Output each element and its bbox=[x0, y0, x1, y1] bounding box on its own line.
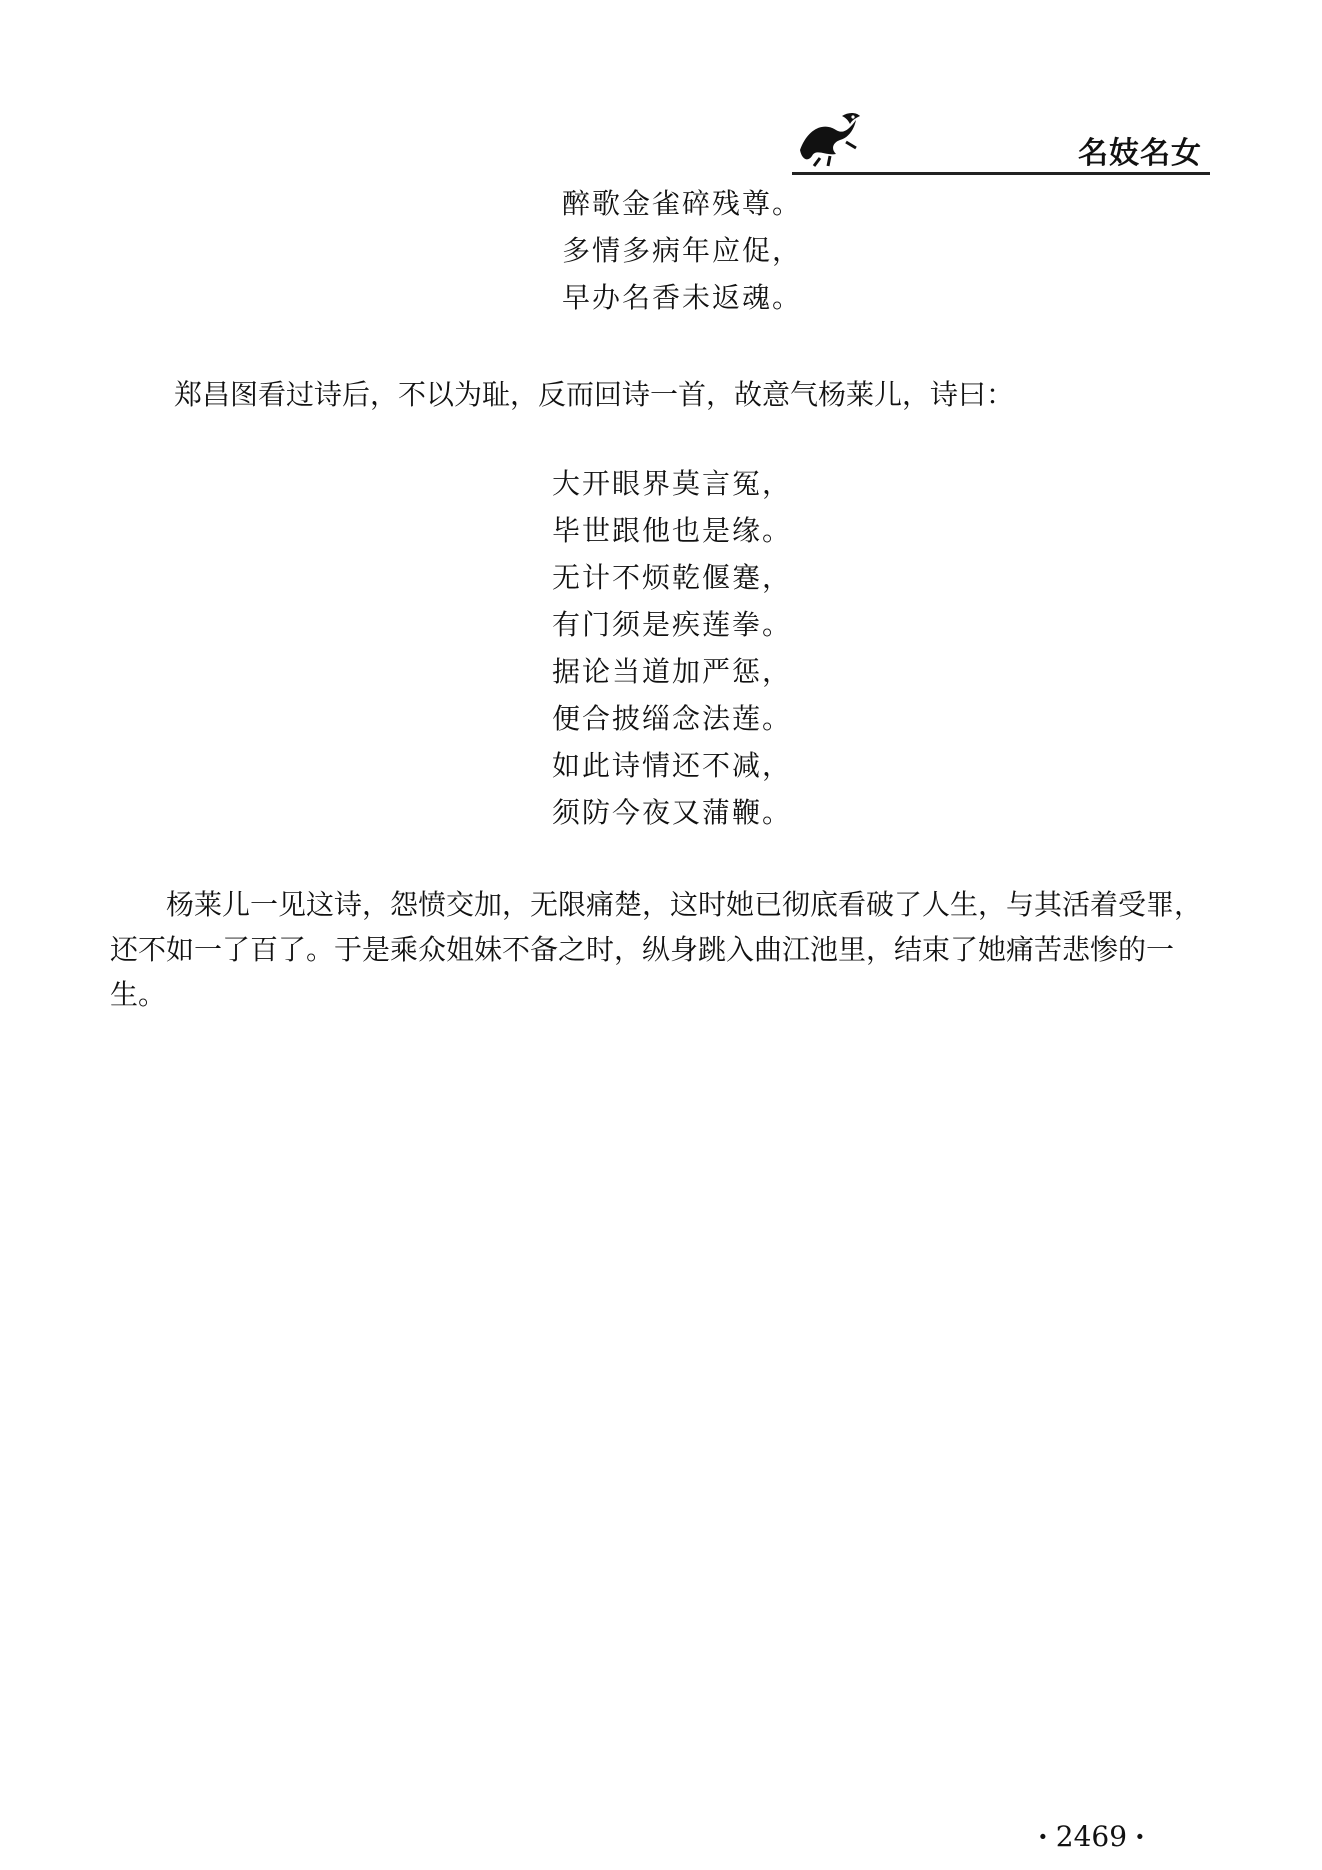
running-header-title: 名妓名女 bbox=[1078, 136, 1202, 171]
poem-line: 如此诗情还不减， bbox=[552, 749, 793, 782]
poem-line: 须防今夜又蒲鞭。 bbox=[552, 796, 793, 829]
poem-line: 有门须是疾莲拳。 bbox=[552, 608, 793, 641]
page-number-bullet: · bbox=[1135, 1820, 1145, 1853]
paragraph-ending: 杨莱儿一见这诗，怨愤交加，无限痛楚，这时她已彻底看破了人生，与其活着受罪，还不如一了百了。于是乘众姐妹不备之时，纵身跳入曲江池里，结束了她痛苦悲惨的一生。 bbox=[110, 888, 1203, 1011]
poem-line: 早办名香未返魂。 bbox=[562, 281, 803, 314]
reply-poem bbox=[552, 460, 792, 836]
running-header bbox=[790, 100, 1210, 180]
page-number-bullet: · bbox=[1038, 1820, 1048, 1853]
page-number bbox=[1030, 1820, 1153, 1853]
poem-line: 无计不烦乾偃蹇， bbox=[552, 561, 793, 594]
poem-fragment bbox=[562, 180, 802, 321]
paragraph-intro: 郑昌图看过诗后，不以为耻，反而回诗一首，故意气杨莱儿，诗曰： bbox=[174, 378, 1015, 411]
dragon-emblem-icon bbox=[790, 108, 870, 168]
header-rule bbox=[792, 172, 1210, 175]
poem-line: 醉歌金雀碎残尊。 bbox=[562, 187, 803, 220]
poem-line: 据论当道加严惩， bbox=[552, 655, 793, 688]
poem-line: 多情多病年应促， bbox=[562, 234, 803, 267]
poem-line: 大开眼界莫言冤， bbox=[552, 467, 793, 500]
page-number-value: 2469 bbox=[1055, 1820, 1128, 1853]
poem-line: 便合披缁念法莲。 bbox=[552, 702, 793, 735]
poem-line: 毕世跟他也是缘。 bbox=[552, 514, 793, 547]
